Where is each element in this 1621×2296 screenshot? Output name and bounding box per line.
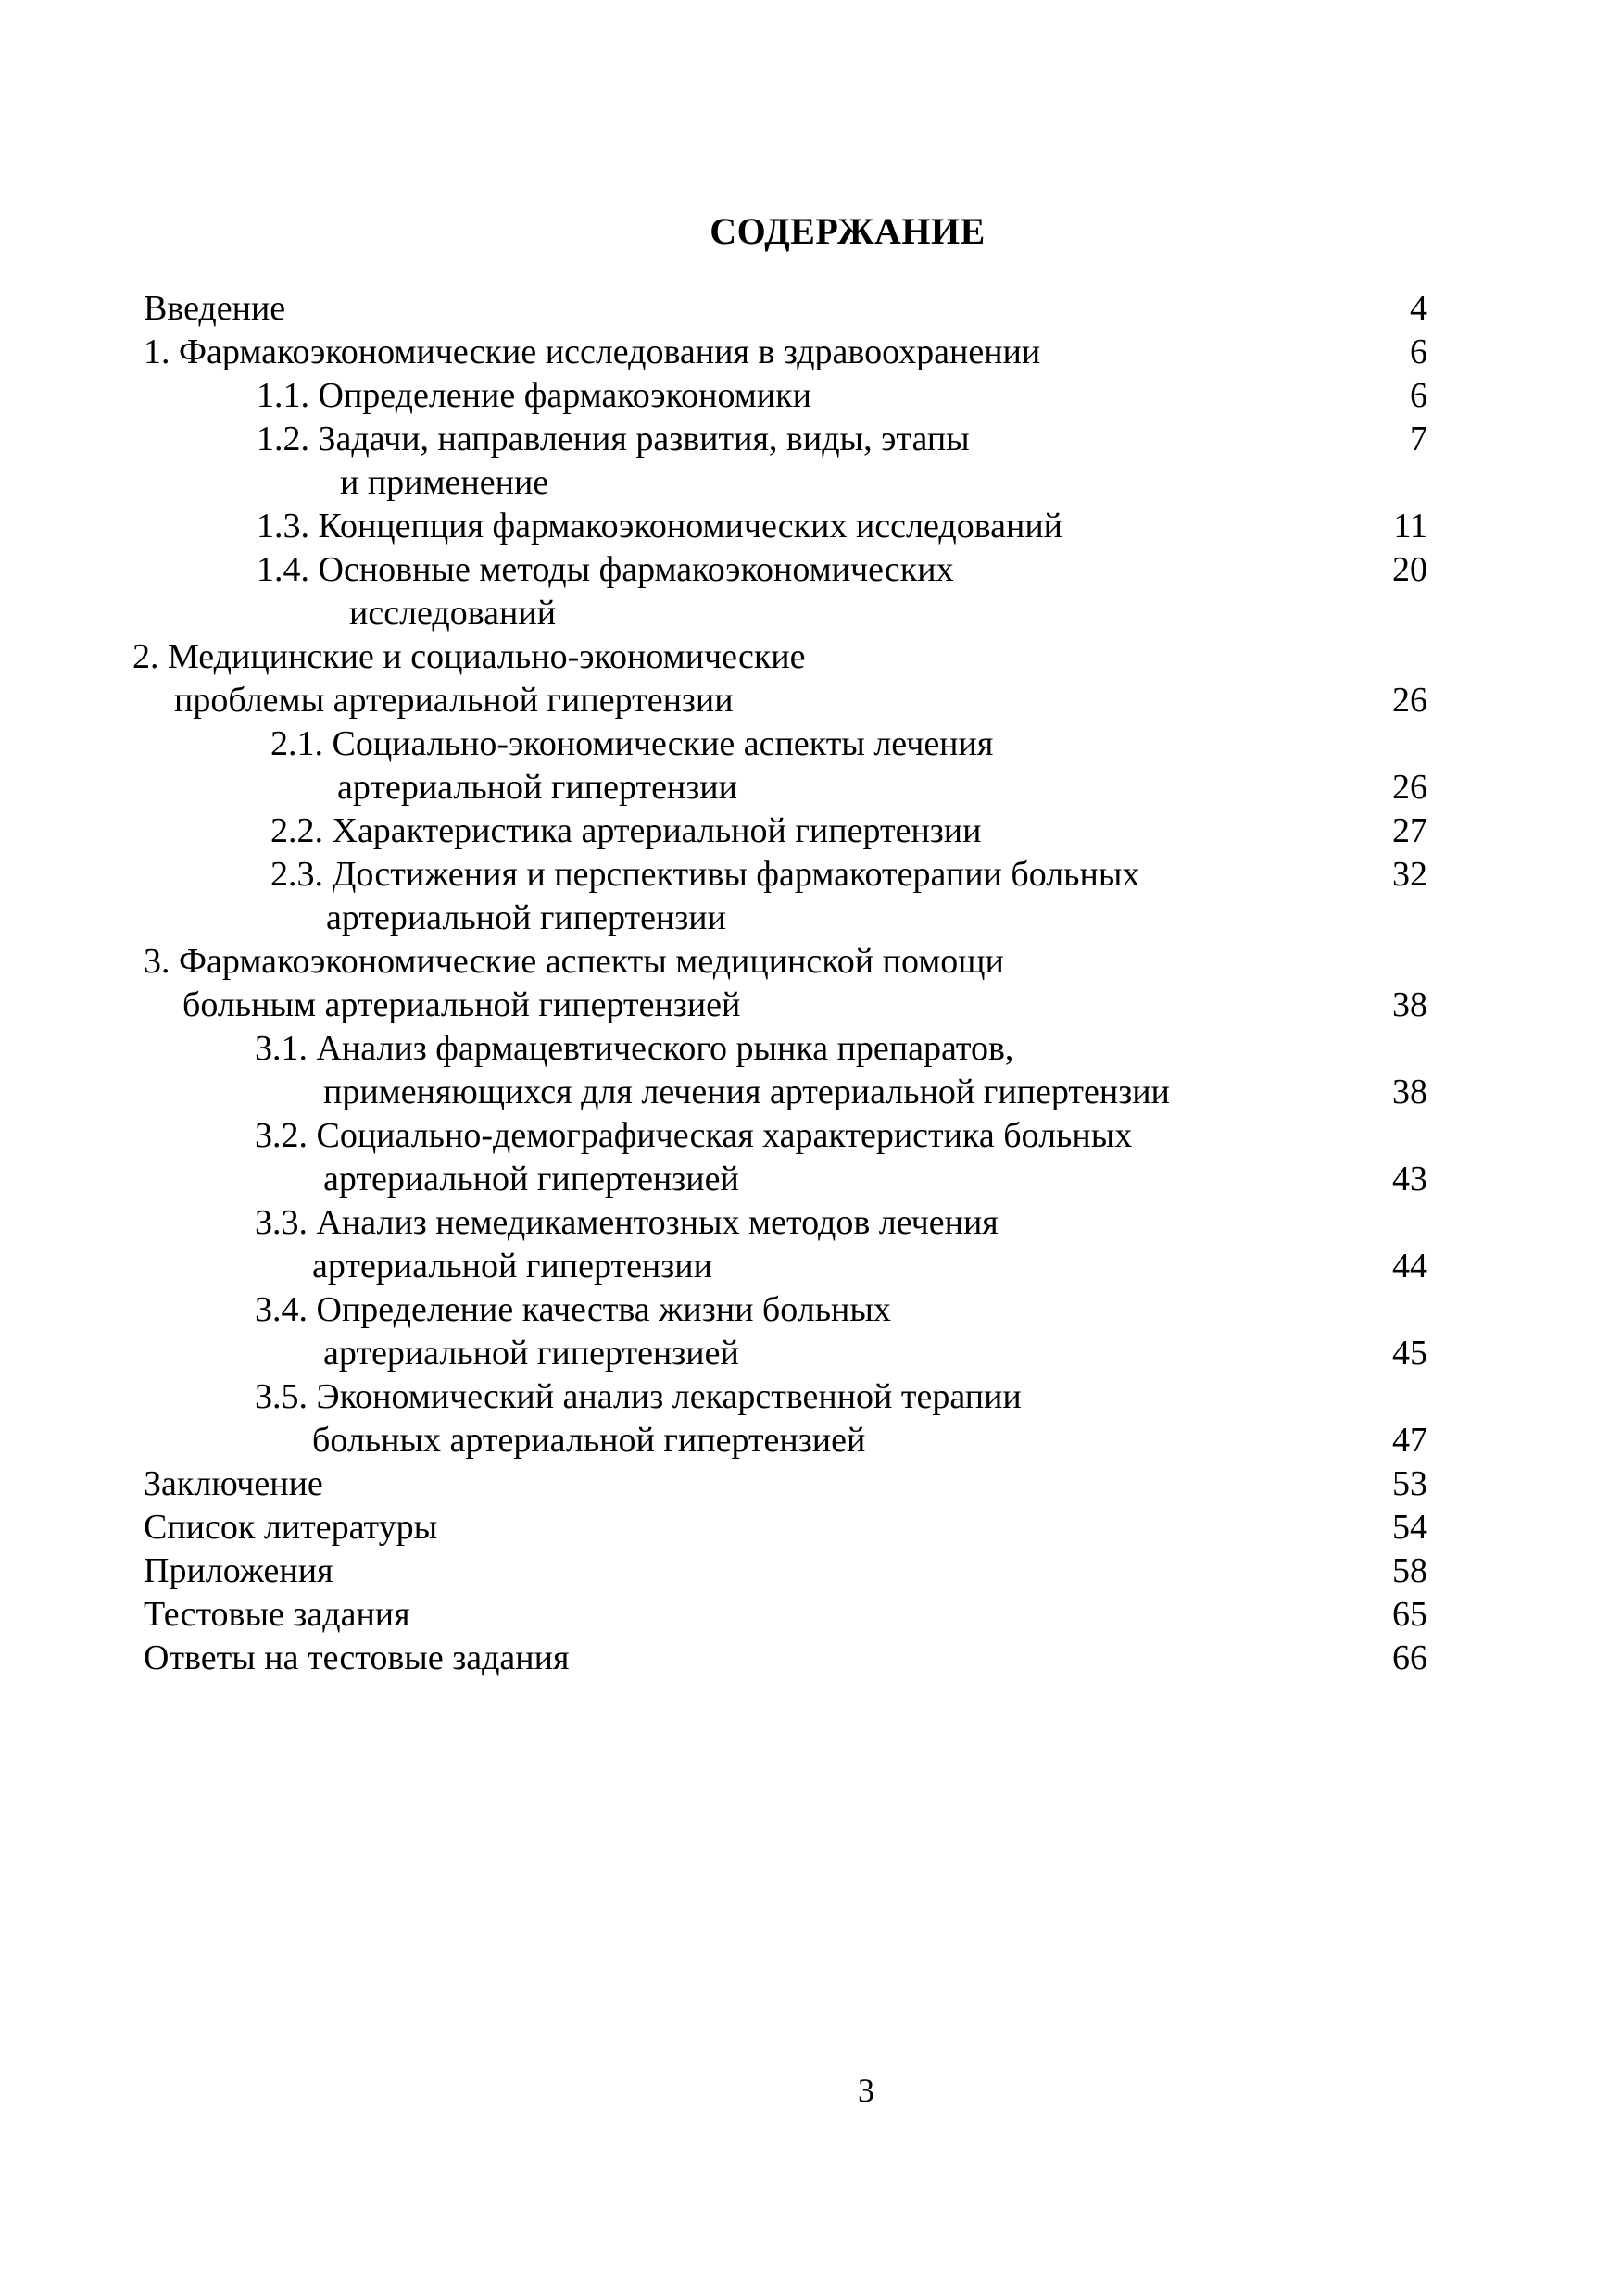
- toc-page-3-3: 44: [1392, 1247, 1427, 1286]
- toc-page-3-5: 47: [1392, 1421, 1427, 1460]
- toc-page-3-2: 43: [1392, 1160, 1427, 1198]
- toc-entry-1-3[interactable]: 1.3. Концепция фармакоэкономических исследований: [257, 507, 1063, 546]
- toc-page-2-1: 26: [1392, 768, 1427, 807]
- toc-entry-chapter-2[interactable]: 2. Медицинские и социально-экономические: [132, 637, 806, 676]
- toc-entry-references[interactable]: Список литературы: [144, 1508, 438, 1547]
- toc-entry-1-1[interactable]: 1.1. Определение фармакоэкономики: [257, 376, 811, 415]
- toc-page-2-3: 32: [1392, 855, 1427, 894]
- toc-entry-chapter-2-cont: проблемы артериальной гипертензии: [174, 681, 734, 720]
- toc-entry-3-1-cont: применяющихся для лечения артериальной гипертензии: [323, 1073, 1170, 1111]
- toc-entry-chapter-1[interactable]: 1. Фармакоэкономические исследования в здравоохранении: [144, 332, 1041, 371]
- toc-entry-1-4-cont: исследований: [349, 594, 557, 633]
- toc-page-conclusion: 53: [1392, 1464, 1427, 1503]
- toc-entry-2-1[interactable]: 2.1. Социально-экономические аспекты лечения: [270, 724, 994, 763]
- toc-entry-2-2[interactable]: 2.2. Характеристика артериальной гипертензии: [270, 811, 982, 850]
- toc-page-appendices: 58: [1392, 1551, 1427, 1590]
- page-title: СОДЕРЖАНИЕ: [710, 210, 986, 252]
- toc-entry-2-3-cont: артериальной гипертензии: [326, 898, 726, 937]
- toc-page-references: 54: [1392, 1508, 1427, 1547]
- toc-entry-3-1[interactable]: 3.1. Анализ фармацевтического рынка препаратов,: [255, 1029, 1014, 1068]
- toc-entry-3-3-cont: артериальной гипертензии: [312, 1247, 712, 1286]
- page-number: 3: [858, 2072, 874, 2109]
- toc-entry-3-2-cont: артериальной гипертензией: [323, 1160, 739, 1198]
- toc-entry-tests[interactable]: Тестовые задания: [144, 1595, 410, 1634]
- toc-page-chapter-1: 6: [1410, 332, 1427, 371]
- toc-page-intro: 4: [1410, 289, 1427, 328]
- toc-entry-intro[interactable]: Введение: [144, 289, 286, 328]
- toc-entry-1-4[interactable]: 1.4. Основные методы фармакоэкономических: [257, 550, 954, 589]
- toc-page-3-1: 38: [1392, 1073, 1427, 1111]
- toc-entry-2-3[interactable]: 2.3. Достижения и перспективы фармакотерапии больных: [270, 855, 1140, 894]
- toc-page-1-4: 20: [1392, 550, 1427, 589]
- toc-entry-3-5[interactable]: 3.5. Экономический анализ лекарственной терапии: [255, 1377, 1022, 1416]
- toc-entry-3-4[interactable]: 3.4. Определение качества жизни больных: [255, 1290, 891, 1329]
- toc-entry-1-2-cont: и применение: [340, 463, 549, 502]
- toc-page-1-3: 11: [1393, 507, 1427, 546]
- toc-page-answers: 66: [1392, 1638, 1427, 1677]
- toc-entry-chapter-3-cont: больным артериальной гипертензией: [182, 985, 741, 1024]
- toc-page-chapter-2: 26: [1392, 681, 1427, 720]
- toc-entry-2-1-cont: артериальной гипертензии: [337, 768, 737, 807]
- toc-entry-chapter-3[interactable]: 3. Фармакоэкономические аспекты медицинской помощи: [144, 942, 1004, 981]
- toc-page-1-1: 6: [1410, 376, 1427, 415]
- toc-page-1-2: 7: [1410, 420, 1427, 458]
- toc-entry-3-4-cont: артериальной гипертензией: [323, 1334, 739, 1373]
- toc-page-2-2: 27: [1392, 811, 1427, 850]
- toc-entry-3-5-cont: больных артериальной гипертензией: [312, 1421, 866, 1460]
- toc-entry-1-2[interactable]: 1.2. Задачи, направления развития, виды, этапы: [257, 420, 970, 458]
- toc-entry-appendices[interactable]: Приложения: [144, 1551, 333, 1590]
- page-footer: [0, 2070, 1621, 2111]
- toc-entry-3-3[interactable]: 3.3. Анализ немедикаментозных методов лечения: [255, 1203, 999, 1242]
- toc-page-chapter-3: 38: [1392, 985, 1427, 1024]
- toc-entry-3-2[interactable]: 3.2. Социально-демографическая характеристика больных: [255, 1116, 1133, 1155]
- toc-page-tests: 65: [1392, 1595, 1427, 1634]
- toc-page-3-4: 45: [1392, 1334, 1427, 1373]
- toc-entry-conclusion[interactable]: Заключение: [144, 1464, 323, 1503]
- toc-entry-answers[interactable]: Ответы на тестовые задания: [144, 1638, 570, 1677]
